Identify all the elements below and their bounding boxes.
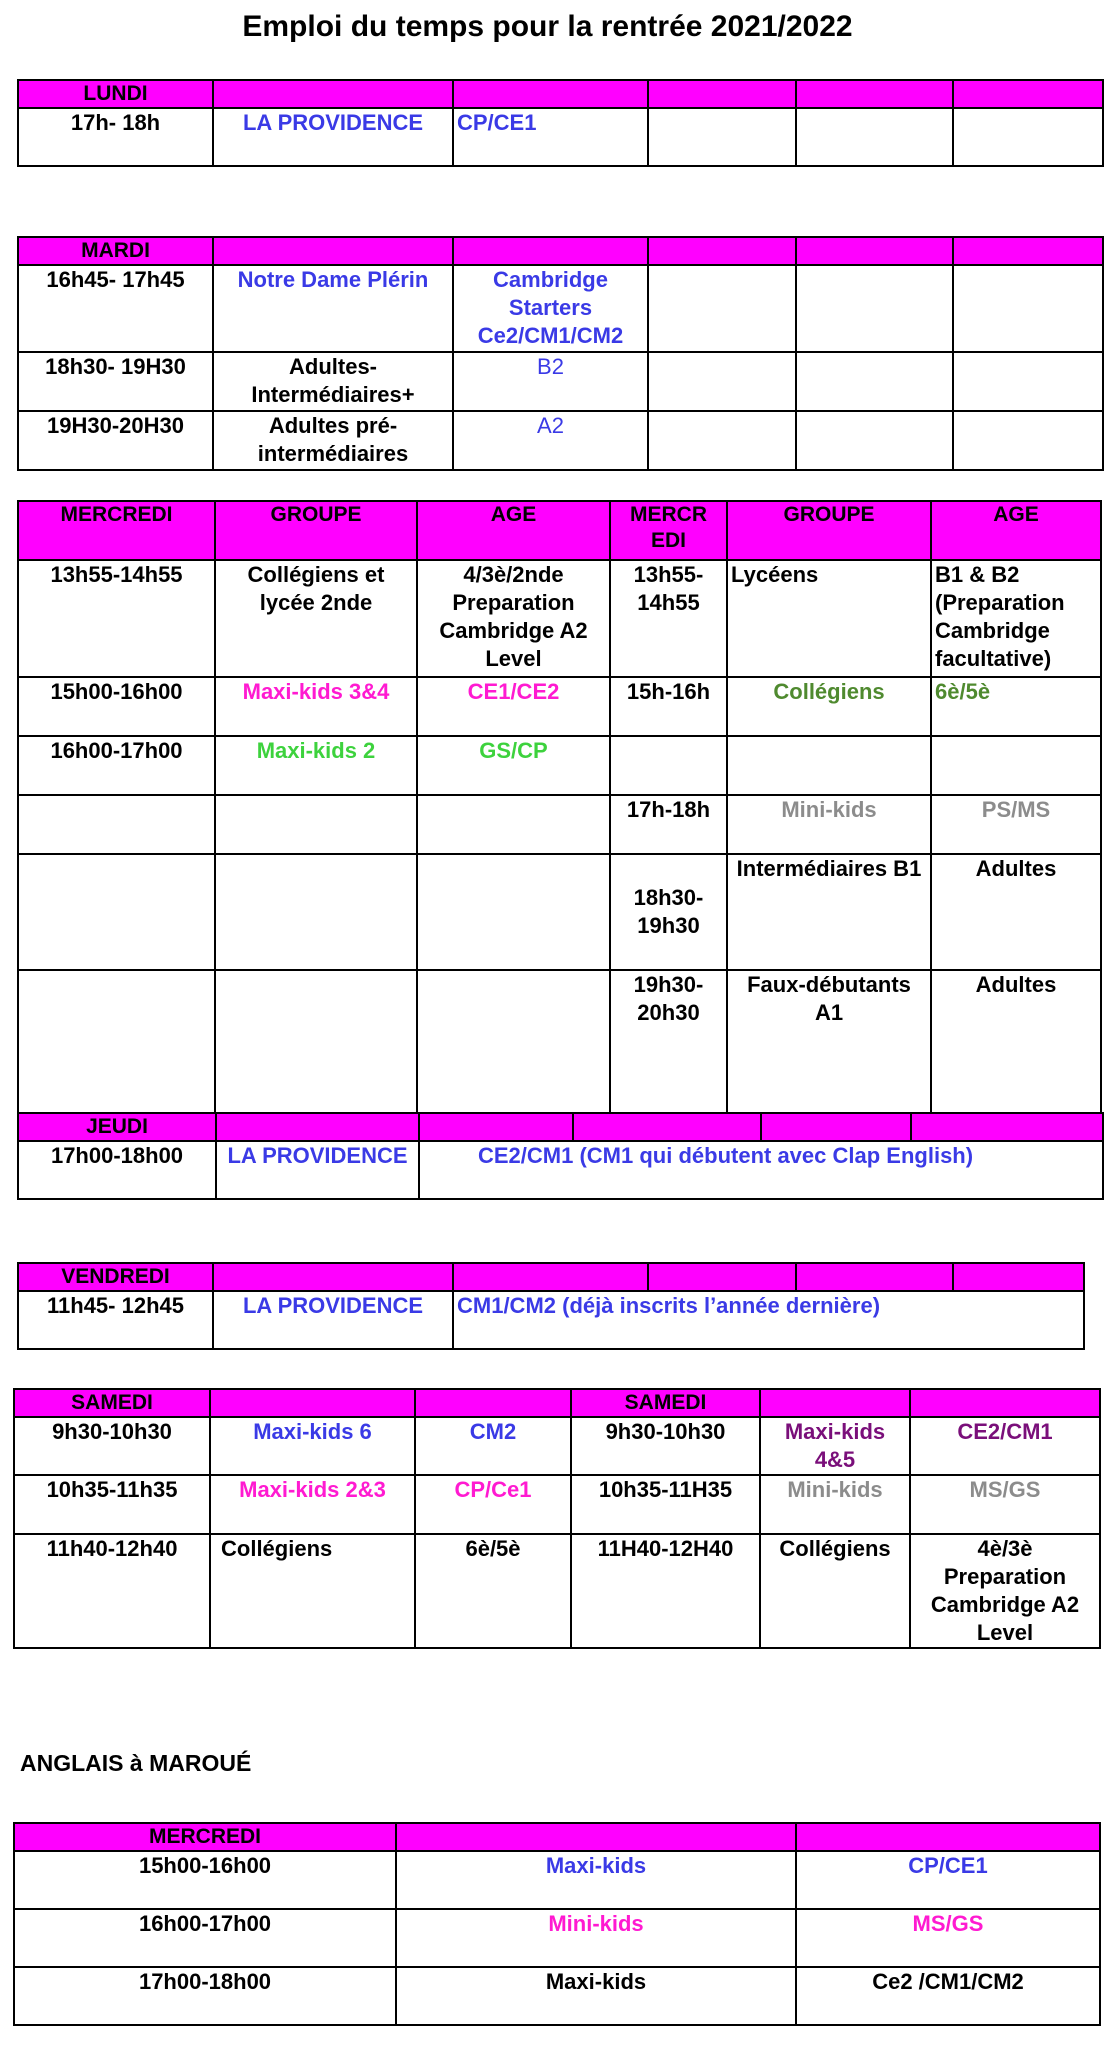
time-cell: 9h30-10h30 (14, 1417, 210, 1475)
group-cell: LA PROVIDENCE (216, 1141, 419, 1199)
day-header: JEUDI (18, 1113, 216, 1141)
day-header: LUNDI (18, 80, 213, 108)
time-cell: 18h30- 19H30 (18, 352, 213, 411)
level-cell: 6è/5è (415, 1534, 571, 1648)
level-cell: 4/3è/2nde Preparation Cambridge A2 Level (417, 560, 610, 677)
page-title: Emploi du temps pour la rentrée 2021/2022 (242, 10, 853, 43)
group-cell: Maxi-kids 6 (210, 1417, 415, 1475)
group-cell: Faux-débutants A1 (727, 970, 931, 1113)
time-cell: 16h45- 17h45 (18, 265, 213, 352)
group-cell: Adultes-Intermédiaires+ (213, 352, 453, 411)
level-cell: CM1/CM2 (déjà inscrits l’année dernière) (453, 1291, 1084, 1349)
time-cell: 17h- 18h (18, 108, 213, 166)
group-cell: Maxi-kids (396, 1851, 796, 1909)
column-header-groupe: GROUPE (727, 501, 931, 560)
mardi-table (17, 236, 1104, 471)
day-header: VENDREDI (18, 1263, 213, 1291)
group-cell: Adultes pré-intermédiaires (213, 411, 453, 470)
group-cell: Collégiens et lycée 2nde (215, 560, 417, 677)
vendredi-table (17, 1262, 1085, 1350)
maroue-table (13, 1822, 1101, 2026)
time-cell: 19H30-20H30 (18, 411, 213, 470)
day-header: MARDI (18, 237, 213, 265)
column-header-groupe: GROUPE (215, 501, 417, 560)
time-cell: 15h00-16h00 (18, 677, 215, 736)
group-cell: Mini-kids (727, 795, 931, 854)
group-cell: LA PROVIDENCE (213, 108, 453, 166)
level-cell: CP/CE1 (453, 108, 648, 166)
level-cell: Adultes (931, 854, 1101, 970)
level-cell: CE1/CE2 (417, 677, 610, 736)
mercredi-table (17, 500, 1102, 1114)
level-cell: B2 (453, 352, 648, 411)
group-cell: Collégiens (210, 1534, 415, 1648)
time-cell: 19h30-20h30 (610, 970, 727, 1113)
group-cell: Maxi-kids 2&3 (210, 1475, 415, 1534)
lundi-table (17, 79, 1104, 167)
group-cell: Mini-kids (760, 1475, 910, 1534)
level-cell: CP/CE1 (796, 1851, 1100, 1909)
group-cell: Notre Dame Plérin (213, 265, 453, 352)
group-cell: Lycéens (727, 560, 931, 677)
time-cell: 16h00-17h00 (14, 1909, 396, 1967)
time-cell: 18h30-19h30 (610, 854, 727, 970)
time-cell: 13h55-14h55 (610, 560, 727, 677)
level-cell: Ce2 /CM1/CM2 (796, 1967, 1100, 2025)
level-cell: GS/CP (417, 736, 610, 795)
time-cell: 11H40-12H40 (571, 1534, 760, 1648)
level-cell: Adultes (931, 970, 1101, 1113)
group-cell: Maxi-kids 4&5 (760, 1417, 910, 1475)
samedi-table (13, 1388, 1101, 1649)
level-cell: A2 (453, 411, 648, 470)
level-cell: 4è/3è Preparation Cambridge A2 Level (910, 1534, 1100, 1648)
group-cell: Maxi-kids 2 (215, 736, 417, 795)
group-cell: Intermédiaires B1 (727, 854, 931, 970)
group-cell: Collégiens (760, 1534, 910, 1648)
level-cell: Cambridge Starters Ce2/CM1/CM2 (453, 265, 648, 352)
time-cell: 11h40-12h40 (14, 1534, 210, 1648)
time-cell: 15h00-16h00 (14, 1851, 396, 1909)
group-cell: Maxi-kids (396, 1967, 796, 2025)
time-cell: 17h00-18h00 (18, 1141, 216, 1199)
time-cell: 10h35-11H35 (571, 1475, 760, 1534)
time-cell: 17h00-18h00 (14, 1967, 396, 2025)
day-header: SAMEDI (14, 1389, 210, 1417)
time-cell: 13h55-14h55 (18, 560, 215, 677)
level-cell: CE2/CM1 (CM1 qui débutent avec Clap English) (419, 1141, 1103, 1199)
level-cell: CE2/CM1 (910, 1417, 1100, 1475)
group-cell: LA PROVIDENCE (213, 1291, 453, 1349)
time-cell: 11h45- 12h45 (18, 1291, 213, 1349)
time-cell: 15h-16h (610, 677, 727, 736)
day-header: MERCR EDI (610, 501, 727, 560)
time-cell: 16h00-17h00 (18, 736, 215, 795)
level-cell: MS/GS (796, 1909, 1100, 1967)
section-label-maroue: ANGLAIS à MAROUÉ (20, 1750, 252, 1776)
level-cell: MS/GS (910, 1475, 1100, 1534)
time-cell: 17h-18h (610, 795, 727, 854)
level-cell: CP/Ce1 (415, 1475, 571, 1534)
column-header-age: AGE (417, 501, 610, 560)
group-cell: Maxi-kids 3&4 (215, 677, 417, 736)
day-header: MERCREDI (14, 1823, 396, 1851)
column-header-age: AGE (931, 501, 1101, 560)
group-cell: Collégiens (727, 677, 931, 736)
day-header: MERCREDI (18, 501, 215, 560)
time-cell: 10h35-11h35 (14, 1475, 210, 1534)
day-header: SAMEDI (571, 1389, 760, 1417)
level-cell: PS/MS (931, 795, 1101, 854)
level-cell: CM2 (415, 1417, 571, 1475)
group-cell: Mini-kids (396, 1909, 796, 1967)
time-cell: 9h30-10h30 (571, 1417, 760, 1475)
level-cell: B1 & B2 (Preparation Cambridge facultative) (931, 560, 1101, 677)
jeudi-table (17, 1112, 1104, 1200)
level-cell: 6è/5è (931, 677, 1101, 736)
